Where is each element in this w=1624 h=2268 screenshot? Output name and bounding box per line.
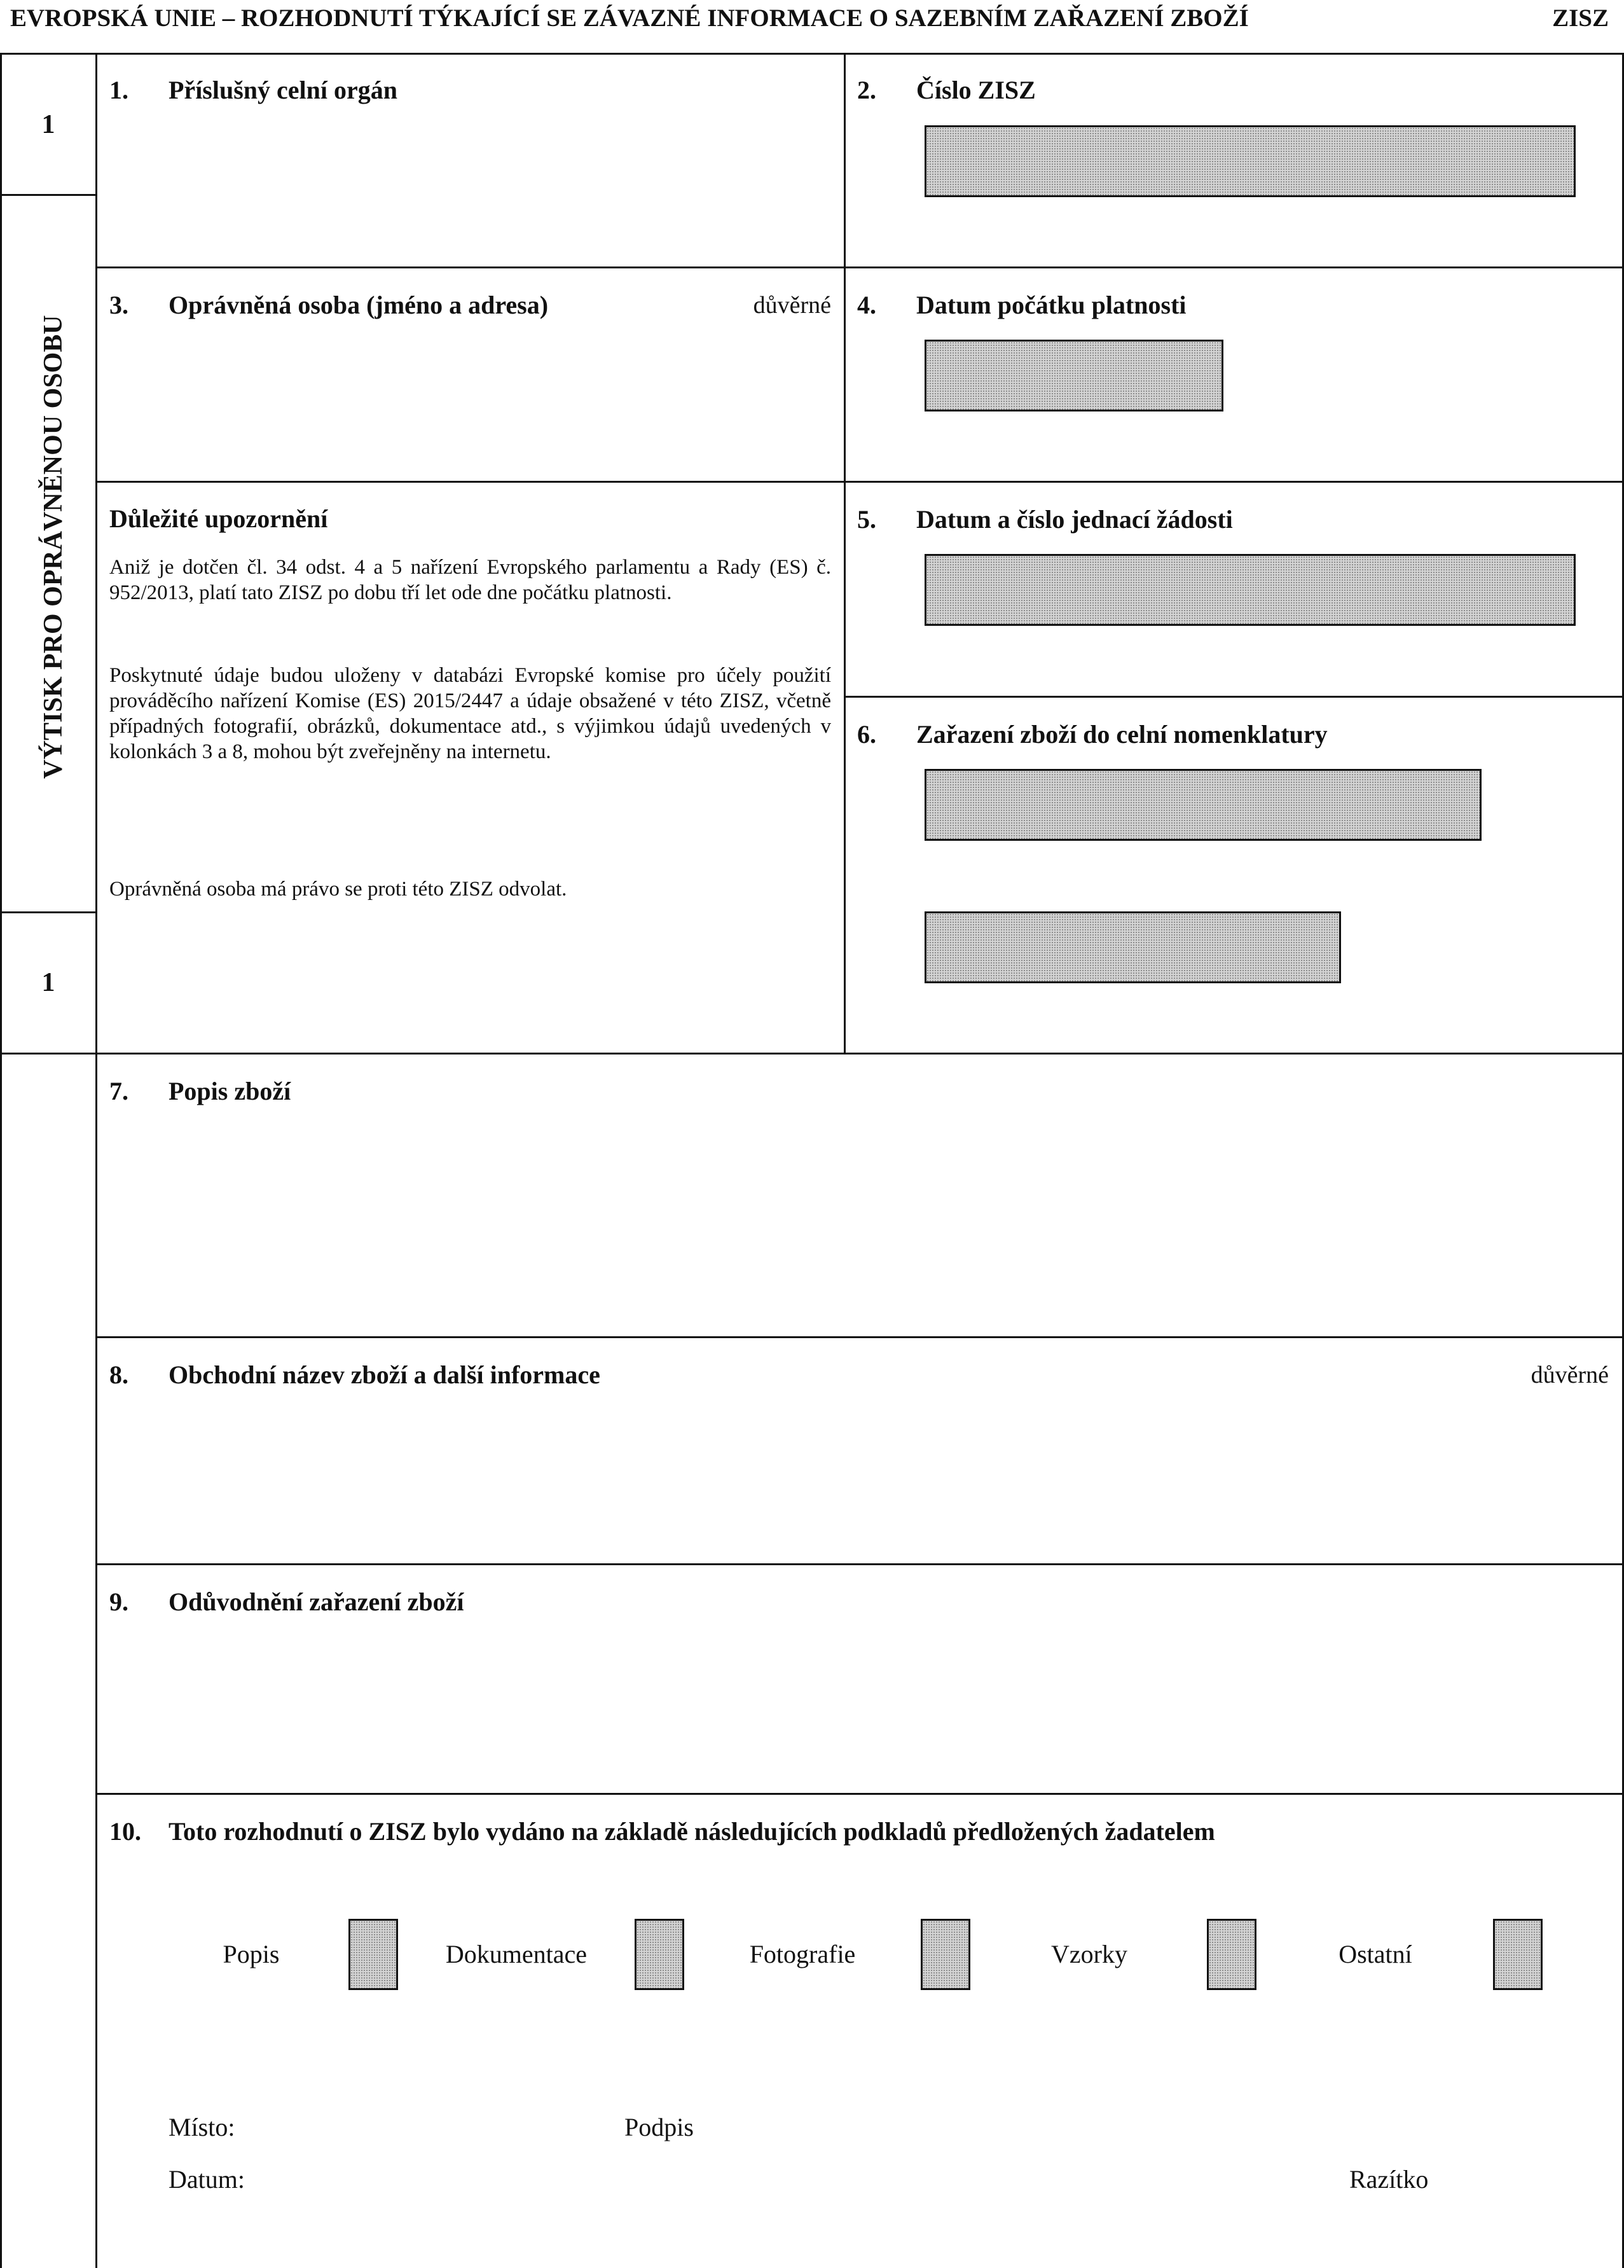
field-7-number: 7. — [109, 1077, 128, 1105]
field-4-label: Datum počátku platnosti — [916, 291, 1187, 319]
place-label: Místo: — [169, 2113, 235, 2141]
frame-top — [0, 53, 1624, 55]
field-8-bottom — [95, 1563, 1624, 1565]
field-2-input-box[interactable] — [925, 125, 1576, 197]
doc-option-description-checkbox[interactable] — [348, 1919, 398, 1990]
field-8-number: 8. — [109, 1360, 128, 1389]
field-6-number: 6. — [857, 720, 876, 749]
doc-option-samples-label: Vzorky — [1051, 1940, 1127, 1968]
sidebar-divider — [95, 53, 97, 2268]
upper-section-bottom — [0, 1053, 1624, 1054]
row-split-2 — [95, 481, 1624, 483]
field-5-input-box[interactable] — [925, 554, 1576, 626]
field-2-number: 2. — [857, 76, 876, 104]
field-10-number: 10. — [109, 1817, 141, 1846]
copy-number-top: 1 — [41, 110, 55, 139]
field-4-input-box[interactable] — [925, 340, 1223, 411]
doc-option-documentation-checkbox[interactable] — [635, 1919, 684, 1990]
field-8-label: Obchodní název zboží a další informace — [169, 1360, 600, 1389]
field-1-number: 1. — [109, 76, 128, 104]
field-5-label: Datum a číslo jednací žádosti — [916, 505, 1233, 534]
sidebar-top-split — [0, 194, 97, 196]
field-10-label: Toto rozhodnutí o ZISZ bylo vydáno na základě následujících podkladů předložených žadatelem — [169, 1817, 1215, 1846]
field-3-label: Oprávněná osoba (jméno a adresa) — [169, 291, 549, 319]
field-6-input-box-1[interactable] — [925, 769, 1482, 841]
field-9-number: 9. — [109, 1587, 128, 1616]
notice-paragraph-data: Poskytnuté údaje budou uloženy v databázi Evropské komise pro účely použití prováděcího nařízení Komise (ES) 2015/2447 a údaje obsažené v této ZISZ, včetně případných fotografií, obrázků, dokumentace atd., s výjimkou údajů uvedených v kolonkách 3 a 8, mohou být zveřejněny na internetu. — [109, 664, 831, 763]
field-8-confidential-note: důvěrné — [1531, 1362, 1609, 1388]
doc-option-documentation-label: Dokumentace — [445, 1940, 588, 1968]
field-1-label: Příslušný celní orgán — [169, 76, 398, 104]
signature-label: Podpis — [624, 2113, 694, 2141]
form-code: ZISZ — [1552, 4, 1609, 32]
sidebar-bottom-split — [0, 911, 97, 913]
field-3-confidential-note: důvěrné — [753, 292, 831, 319]
field-7-bottom — [95, 1336, 1624, 1338]
doc-option-photos-checkbox[interactable] — [921, 1919, 970, 1990]
form-title: EVROPSKÁ UNIE – ROZHODNUTÍ TÝKAJÍCÍ SE ZÁVAZNÉ INFORMACE O SAZEBNÍM ZAŘAZENÍ ZBOŽÍ — [10, 4, 1249, 32]
doc-option-other-checkbox[interactable] — [1493, 1919, 1543, 1990]
field-9-label: Odůvodnění zařazení zboží — [169, 1587, 464, 1616]
field-6-input-box-2[interactable] — [925, 911, 1341, 983]
notice-title: Důležité upozornění — [109, 504, 328, 533]
row-split-1 — [95, 266, 1624, 268]
field-3-number: 3. — [109, 291, 128, 319]
field-7-label: Popis zboží — [169, 1077, 291, 1105]
doc-option-photos-label: Fotografie — [749, 1940, 856, 1968]
field-5-6-split — [844, 696, 1624, 698]
notice-paragraph-appeal: Oprávněná osoba má právo se proti této ZISZ odvolat. — [109, 878, 567, 901]
frame-left — [0, 53, 2, 2268]
doc-option-description-label: Popis — [223, 1940, 280, 1968]
stamp-label: Razítko — [1349, 2165, 1429, 2194]
field-2-label: Číslo ZISZ — [916, 76, 1036, 104]
field-6-label: Zařazení zboží do celní nomenklatury — [916, 720, 1328, 749]
copy-type-label: VÝTISK PRO OPRÁVNĚNOU OSOBU — [39, 315, 68, 779]
column-divider — [844, 53, 846, 1054]
notice-paragraph-validity: Aniž je dotčen čl. 34 odst. 4 a 5 nařízení Evropského parlamentu a Rady (ES) č. 952/2013, platí tato ZISZ po dobu tří let ode dne počátku platnosti. — [109, 556, 831, 604]
doc-option-samples-checkbox[interactable] — [1207, 1919, 1256, 1990]
copy-number-bottom: 1 — [41, 968, 55, 997]
field-5-number: 5. — [857, 505, 876, 534]
field-4-number: 4. — [857, 291, 876, 319]
date-label: Datum: — [169, 2165, 245, 2194]
doc-option-other-label: Ostatní — [1338, 1940, 1412, 1968]
field-9-bottom — [95, 1793, 1624, 1795]
